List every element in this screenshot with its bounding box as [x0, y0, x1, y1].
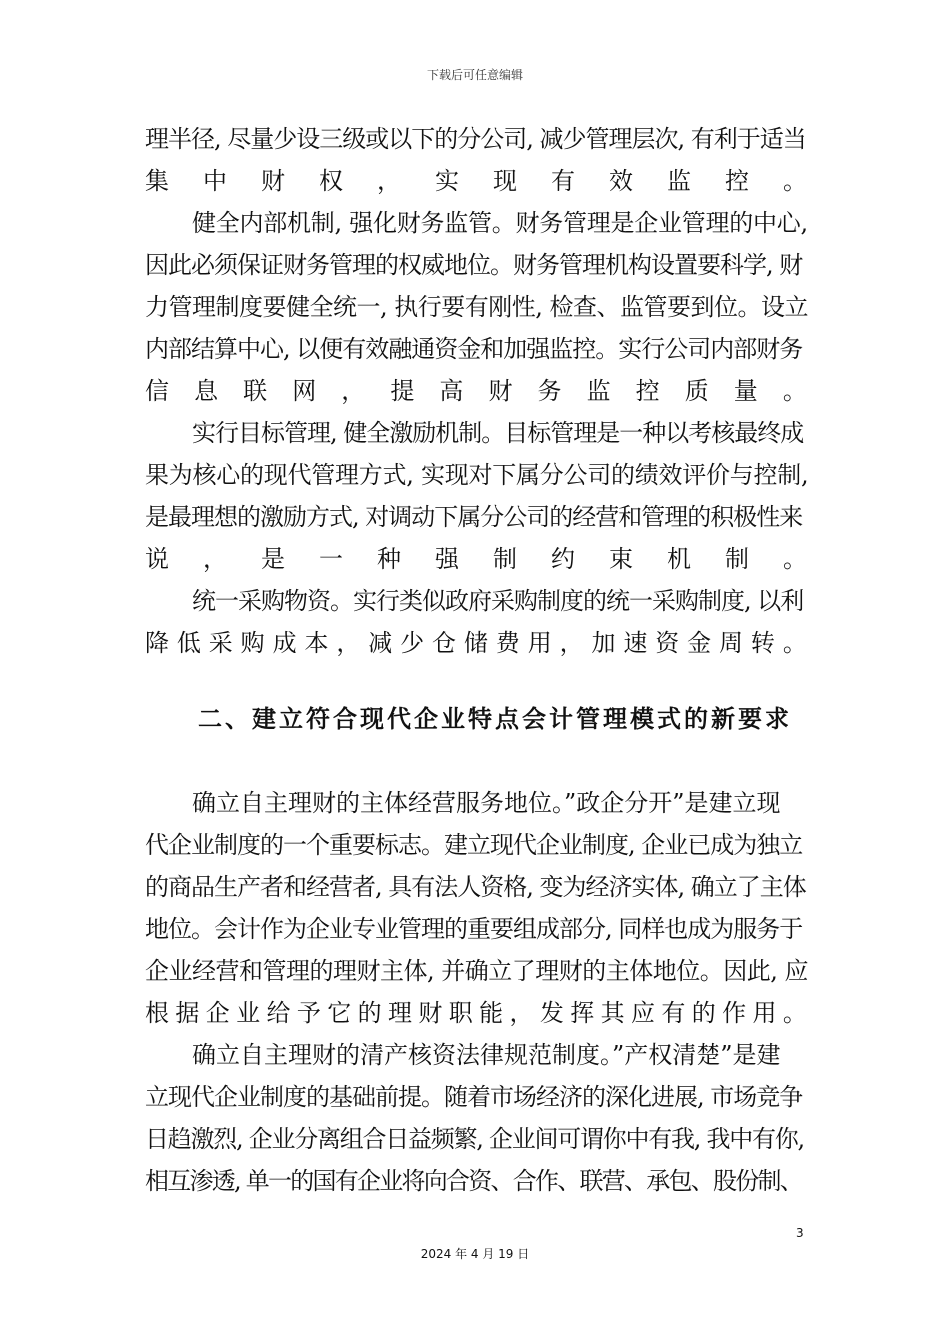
section-heading: 二、建立符合现代企业特点会计管理模式的新要求	[198, 705, 792, 733]
glyph: 一	[319, 545, 343, 573]
glyph: 量	[733, 377, 758, 405]
glyph: 财	[261, 167, 285, 195]
glyph: 据	[175, 999, 200, 1027]
paragraph-first-line: 实行目标管理, 健全激励机制。目标管理是一种以考核最终成	[192, 419, 804, 447]
glyph: 机	[667, 545, 691, 573]
glyph: 务	[537, 377, 562, 405]
glyph: 控	[635, 377, 660, 405]
glyph: 实	[435, 167, 459, 195]
glyph: ，	[559, 629, 584, 657]
glyph: 。	[782, 999, 807, 1027]
glyph: 权	[319, 167, 343, 195]
page-footer-date: 2024 年 4 月 19 日	[420, 1247, 530, 1261]
glyph: 制	[493, 545, 517, 573]
page-number: 3	[796, 1226, 804, 1240]
glyph: 加	[591, 629, 616, 657]
glyph: 费	[495, 629, 520, 657]
glyph: 作	[722, 999, 747, 1027]
glyph: 有	[551, 167, 575, 195]
glyph: 采	[208, 629, 233, 657]
glyph: 速	[623, 629, 648, 657]
glyph: 发	[539, 999, 564, 1027]
glyph: 现	[493, 167, 517, 195]
glyph: 根	[145, 999, 169, 1027]
glyph: 储	[463, 629, 488, 657]
text-line: 因此必须保证财务管理的权威地位。财务管理机构设置要科学, 财	[145, 251, 803, 279]
text-line: 企业经营和管理的理财主体, 并确立了理财的主体地位。因此, 应	[145, 957, 809, 985]
glyph: 种	[377, 545, 401, 573]
text-line: 果为核心的现代管理方式, 实现对下属分公司的绩效评价与控制,	[145, 461, 809, 489]
text-line: 日趋激烈, 企业分离组合日益频繁, 企业间可谓你中有我, 我中有你,	[145, 1125, 804, 1153]
text-line: 代企业制度的一个重要标志。建立现代企业制度, 企业已成为独立	[145, 831, 803, 859]
text-line: 力管理制度要健全统一, 执行要有刚性, 检查、监管要到位。设立	[145, 293, 809, 321]
glyph: 成	[272, 629, 297, 657]
glyph: 职	[448, 999, 473, 1027]
glyph: 能	[479, 999, 504, 1027]
text-line: 的商品生产者和经营者, 具有法人资格, 变为经济实体, 确立了主体	[145, 873, 806, 901]
text-line: 相互渗透, 单一的国有企业将向合资、合作、联营、承包、股份制、	[145, 1167, 803, 1195]
glyph: ，	[203, 545, 227, 573]
text-line-justified	[145, 992, 807, 1034]
glyph: 。	[782, 377, 807, 405]
glyph: 制	[725, 545, 749, 573]
glyph: 信	[145, 377, 169, 405]
glyph: 联	[243, 377, 268, 405]
text-line-justified	[145, 622, 807, 664]
glyph: 资	[655, 629, 680, 657]
glyph: 给	[266, 999, 291, 1027]
glyph: 理	[388, 999, 412, 1027]
paragraph-first-line: 确立自主理财的主体经营服务地位。”政企分开”是建立现	[192, 789, 781, 817]
glyph: 约	[551, 545, 575, 573]
glyph: 息	[194, 377, 219, 405]
glyph: 提	[390, 377, 415, 405]
glyph: 业	[236, 999, 261, 1027]
glyph: 用	[527, 629, 552, 657]
glyph: 金	[687, 629, 712, 657]
glyph: 予	[296, 999, 321, 1027]
glyph: 监	[586, 377, 611, 405]
glyph: 质	[684, 377, 709, 405]
glyph: ，	[377, 167, 401, 195]
glyph: 本	[304, 629, 329, 657]
glyph: 减	[368, 629, 393, 657]
glyph: 的	[357, 999, 382, 1027]
glyph: 的	[691, 999, 716, 1027]
glyph: 降	[145, 629, 169, 657]
glyph: ，	[341, 377, 366, 405]
glyph: 周	[719, 629, 744, 657]
glyph: 束	[609, 545, 633, 573]
glyph: 是	[261, 545, 285, 573]
glyph: 仓	[432, 629, 457, 657]
glyph: 财	[488, 377, 513, 405]
page-header: 下载后可任意编辑	[426, 68, 523, 82]
glyph: 高	[439, 377, 464, 405]
glyph: 效	[609, 167, 633, 195]
glyph: 网	[292, 377, 317, 405]
text-line-justified	[145, 160, 807, 202]
glyph: 挥	[570, 999, 595, 1027]
glyph: 少	[400, 629, 425, 657]
text-line: 是最理想的激励方式, 对调动下属分公司的经营和管理的积极性来	[145, 503, 803, 531]
glyph: 有	[661, 999, 686, 1027]
paragraph-first-line: 统一采购物资。实行类似政府采购制度的统一采购制度, 以利	[192, 587, 804, 615]
glyph: 。	[783, 167, 807, 195]
glyph: 用	[752, 999, 777, 1027]
paragraph-first-line: 确立自主理财的清产核资法律规范制度。”产权清楚”是建	[192, 1041, 781, 1069]
text-line-justified	[145, 538, 807, 580]
glyph: 。	[782, 629, 807, 657]
glyph: 购	[240, 629, 265, 657]
text-line: 内部结算中心, 以便有效融通资金和加强监控。实行公司内部财务	[145, 335, 803, 363]
glyph: 集	[145, 167, 169, 195]
glyph: 企	[205, 999, 230, 1027]
glyph: 它	[327, 999, 352, 1027]
glyph: ，	[509, 999, 534, 1027]
text-line: 理半径, 尽量少设三级或以下的分公司, 减少管理层次, 有利于适当	[145, 125, 806, 153]
glyph: 中	[203, 167, 227, 195]
glyph: 控	[725, 167, 749, 195]
glyph: 转	[750, 629, 775, 657]
paragraph-first-line: 健全内部机制, 强化财务监管。财务管理是企业管理的中心,	[192, 209, 808, 237]
glyph: 财	[418, 999, 443, 1027]
glyph: 其	[600, 999, 625, 1027]
glyph: 说	[145, 545, 169, 573]
glyph: 强	[435, 545, 459, 573]
text-line: 地位。会计作为企业专业管理的重要组成部分, 同样也成为服务于	[145, 915, 803, 943]
glyph: 低	[176, 629, 201, 657]
glyph: ，	[336, 629, 361, 657]
glyph: 监	[667, 167, 691, 195]
text-line-justified	[145, 370, 807, 412]
glyph: 。	[783, 545, 807, 573]
text-line: 立现代企业制度的基础前提。随着市场经济的深化进展, 市场竞争	[145, 1083, 803, 1111]
glyph: 应	[631, 999, 655, 1027]
